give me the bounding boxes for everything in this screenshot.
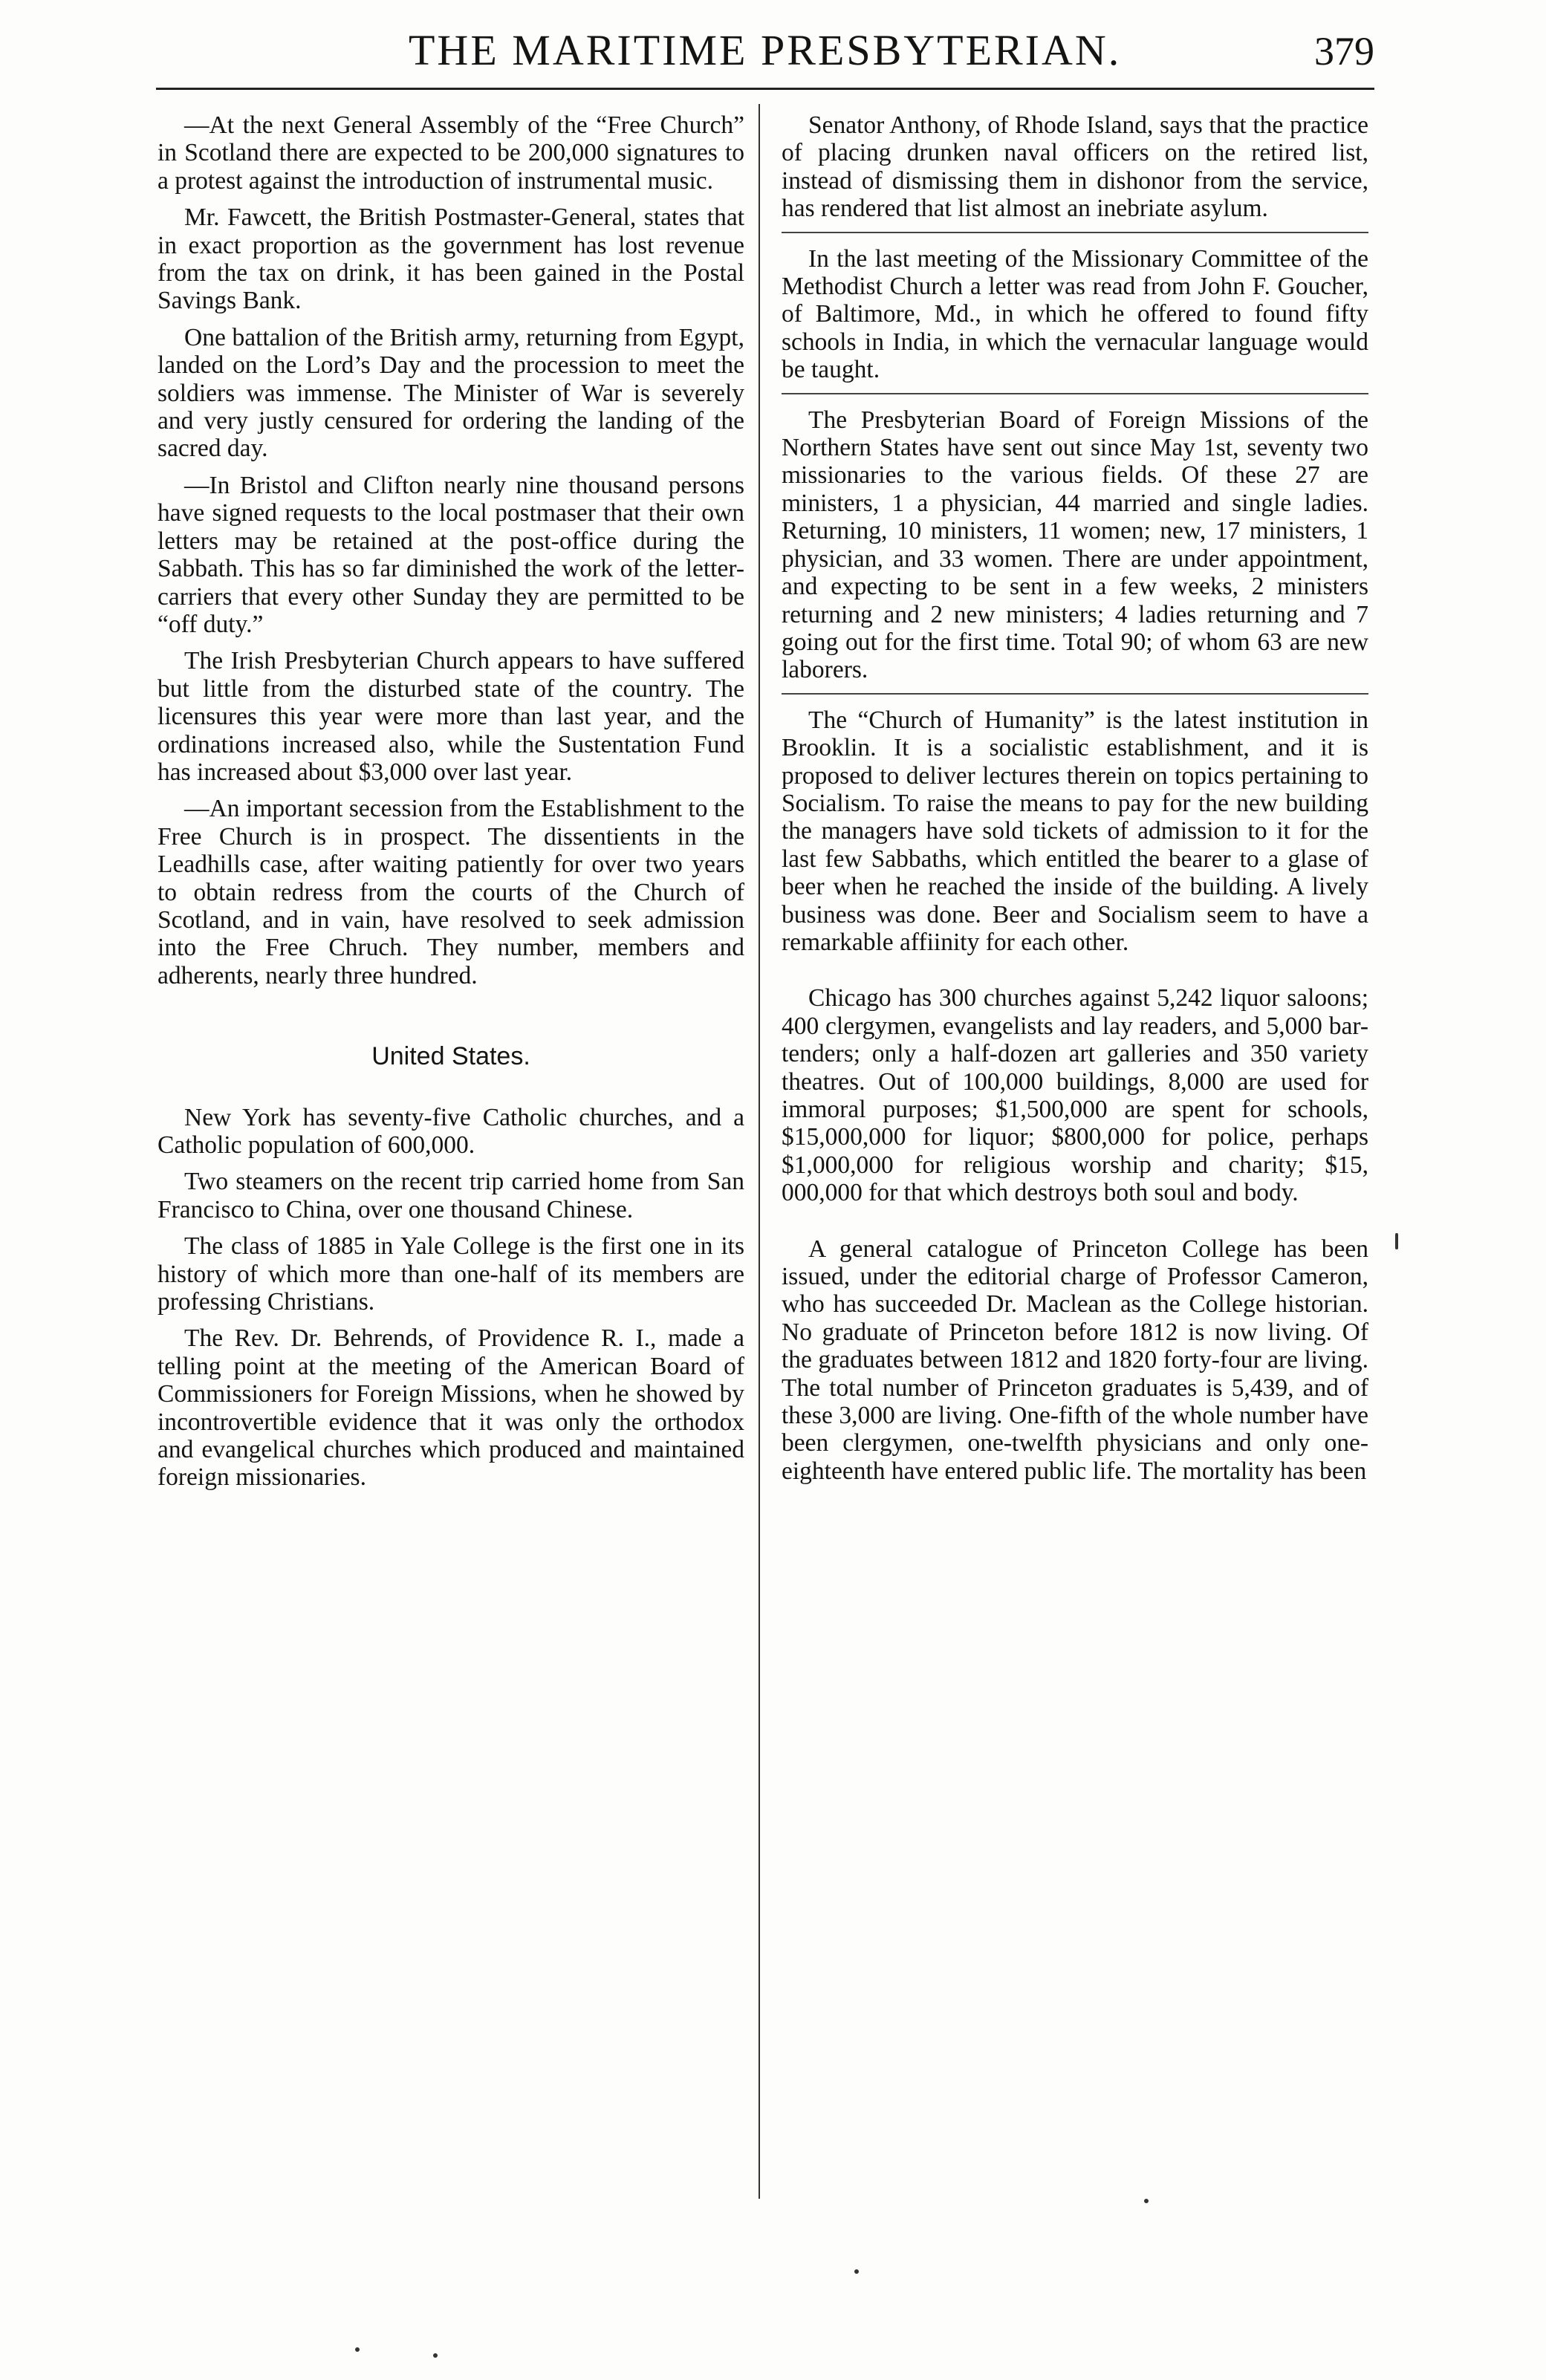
section-heading-united-states: United States. [371,1042,530,1071]
speck [1395,1233,1398,1249]
column-divider [759,104,760,2199]
news-item-chicago: Chicago has 300 churches against 5,242 liquor saloons; 400 clergymen, evangelists and lay readers, and 5,000 bar-tenders; only a half-dozen art galleries and 350 variety theatres. Out of 100,000 buildings, 8,000 are used for immoral purposes; $1,500,000 are spent for schools, $15,000,000 for liquor; $800,000 for police, perhaps $1,000,000 for religious worship and charity; $15, 000,000 for that which destroys both soul and body. [782,984,1368,1207]
news-item-princeton: A general catalogue of Princeton College has been issued, under the editorial charge of Professor Cameron, who has succeeded Dr. Maclean as the College historian. No graduate of Princeton before 1812 is now living. Of the graduates between 1812 and 1820 forty-four are living. The total number of Princeton graduates is 5,439, and of these 3,000 are living. One-fifth of the whole number have been clergymen, one-twelfth physicians and only one-eighteenth have entered public life. The mortality has been [782,1235,1368,1485]
page-number: 379 [1314,29,1374,74]
news-item-fawcett: Mr. Fawcett, the British Postmaster-General, states that in exact proportion as the government has lost revenue from the tax on drink, it has been gained in the Postal Savings Bank. [157,204,744,315]
item-rule [782,232,1368,233]
news-item-yale: The class of 1885 in Yale College is the first one in its history of which more than one-half of its members are professing Christians. [157,1232,744,1316]
page-header [156,21,1374,88]
left-column [157,111,744,1500]
news-item-behrends: The Rev. Dr. Behrends, of Providence R. I., made a telling point at the meeting of the American Board of Commissioners for Foreign Missions, when he showed by incontrovertible evidence that it was only the orthodox and evangelical churches which produced and maintained foreign missionaries. [157,1324,744,1492]
news-item-anthony: Senator Anthony, of Rhode Island, says that the practice of placing drunken naval officers on the retired list, instead of dismissing them in dishonor from the service, has rendered that list almost an inebriate asylum. [782,111,1368,223]
news-item-presbyterian-board: The Presbyterian Board of Foreign Missions of the Northern States have sent out since May 1st, seventy two missionaries to the various fields. Of these 27 are ministers, 1 a physician, 44 married and single ladies. Returning, 10 ministers, 11 women; new, 17 ministers, 1 physician, and 33 women. There are under appointment, and expecting to be sent in a few weeks, 2 ministers returning and 2 new ministers; 4 ladies returning and 7 going out for the first time. Total 90; of whom 63 are new laborers. [782,406,1368,684]
header-rule [156,88,1374,90]
speck [355,2347,360,2352]
news-item-battalion: One battalion of the British army, returning from Egypt, landed on the Lord’s Day and the procession to meet the soldiers was immense. The Minister of War is severely and very justly censured for ordering the landing of the sacred day. [157,323,744,463]
news-item-secession: —An important secession from the Establishment to the Free Church is in prospect. The dissentients in the Leadhills case, after waiting patiently for over two years to obtain redress from the courts of the Church of Scotland, and in vain, have resolved to seek admission into the Free Chruch. They number, members and adherents, nearly three hundred. [157,795,744,989]
news-item-free-church: —At the next General Assembly of the “Free Church” in Scotland there are expected to be 200,000 signatures to a protest against the introduction of instrumental music. [157,111,744,195]
running-title: THE MARITIME PRESBYTERIAN. [409,26,1122,74]
speck [433,2353,438,2358]
item-gap [782,965,1368,984]
item-rule [782,393,1368,394]
item-gap [782,1216,1368,1235]
news-item-new-york: New York has seventy-five Catholic churches, and a Catholic population of 600,000. [157,1103,744,1159]
speck [1144,2199,1149,2203]
news-item-church-of-humanity: The “Church of Humanity” is the latest institution in Brooklin. It is a socialistic establishment, and it is proposed to deliver lectures therein on topics pertaining to Socialism. To raise the means to pay for the new building the managers have sold tickets of admission to it for the last few Sabbaths, which entitled the bearer to a glase of beer when he reached the inside of the building. A lively business was done. Beer and Socialism seem to have a remarkable affiinity for each other. [782,706,1368,956]
news-item-steamers: Two steamers on the recent trip carried home from San Francisco to China, over one thousand Chinese. [157,1168,744,1223]
news-item-irish-church: The Irish Presbyterian Church appears to have suffered but little from the disturbed state of the country. The licensures this year were more than last year, and the ordinations increased also, while the Sustentation Fund has increased about $3,000 over last year. [157,647,744,786]
right-column [782,111,1368,1494]
news-item-bristol: —In Bristol and Clifton nearly nine thousand persons have signed requests to the local postmaser that their own letters may be retained at the post-office during the Sabbath. This has so far diminished the work of the letter-carriers that every other Sunday they are permitted to be “off duty.” [157,471,744,638]
news-item-methodist: In the last meeting of the Missionary Committee of the Methodist Church a letter was read from John F. Goucher, of Baltimore, Md., in which he offered to found fifty schools in India, in which the vernacular language would be taught. [782,244,1368,384]
item-rule [782,693,1368,695]
speck [854,2269,859,2274]
